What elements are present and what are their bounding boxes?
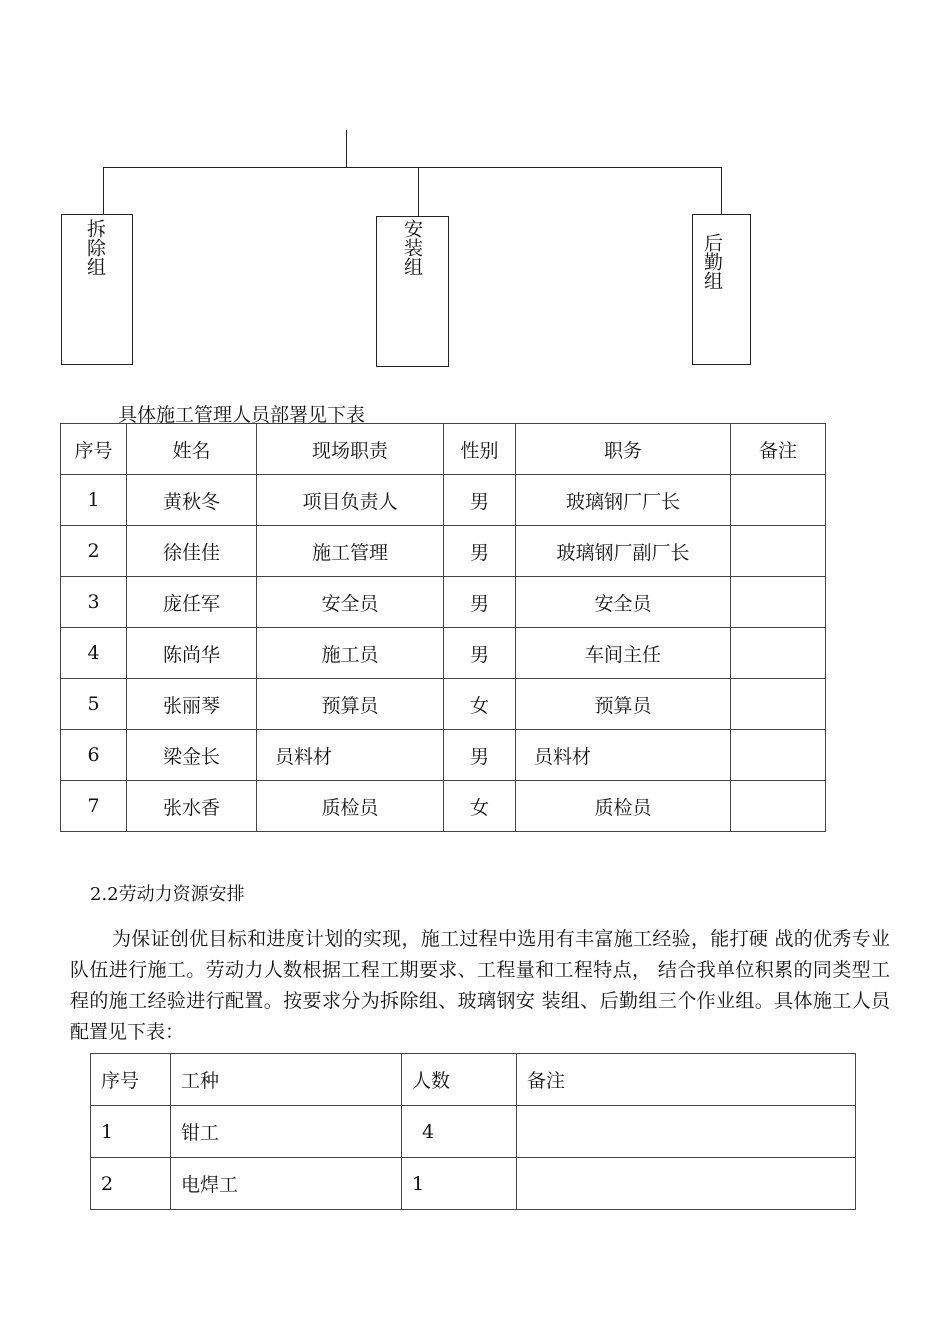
- org-box-logistics: [692, 214, 751, 365]
- section-heading: 2.2劳动力资源安排: [90, 884, 245, 905]
- table-header-row: [91, 1054, 856, 1106]
- header-cell: 性别: [444, 424, 516, 475]
- table-cell: 张水香: [127, 781, 257, 832]
- table-cell: 2: [61, 526, 127, 577]
- header-cell: 序号: [91, 1054, 171, 1106]
- table-cell: 安全员: [516, 577, 731, 628]
- table-row: [61, 475, 826, 526]
- table-cell: 1: [402, 1158, 517, 1210]
- org-box-demolition: [61, 214, 133, 365]
- table-row: [61, 781, 826, 832]
- table-row: [61, 628, 826, 679]
- staff-table-caption: 具体施工管理人员部署见下表: [118, 404, 366, 426]
- table-cell: 员料材: [257, 730, 444, 781]
- table-cell: 7: [61, 781, 127, 832]
- table-cell: [731, 577, 826, 628]
- chart-branch-line-2: [418, 167, 419, 216]
- labor-table: [90, 1053, 856, 1210]
- table-cell: 黄秋冬: [127, 475, 257, 526]
- table-cell: 质检员: [257, 781, 444, 832]
- table-row: [61, 577, 826, 628]
- table-cell: 施工管理: [257, 526, 444, 577]
- table-cell: 3: [61, 577, 127, 628]
- table-cell: [731, 475, 826, 526]
- org-box-installation: [376, 216, 449, 367]
- header-cell: 姓名: [127, 424, 257, 475]
- table-cell: 徐佳佳: [127, 526, 257, 577]
- table-cell: 车间主任: [516, 628, 731, 679]
- org-box-label: 拆除组: [84, 219, 106, 276]
- table-cell: 男: [444, 730, 516, 781]
- table-cell: 1: [61, 475, 127, 526]
- chart-branch-line-1: [103, 167, 104, 215]
- header-cell: 职务: [516, 424, 731, 475]
- table-cell: 玻璃钢厂厂长: [516, 475, 731, 526]
- table-cell: 1: [91, 1106, 171, 1158]
- table-cell: 电焊工: [171, 1158, 402, 1210]
- table-cell: 庞任军: [127, 577, 257, 628]
- table-cell: [731, 730, 826, 781]
- table-cell: [731, 628, 826, 679]
- header-cell: 序号: [61, 424, 127, 475]
- table-cell: 5: [61, 679, 127, 730]
- table-cell: 女: [444, 781, 516, 832]
- table-row: [91, 1106, 856, 1158]
- org-box-label: 安装组: [401, 219, 423, 276]
- header-cell: 工种: [171, 1054, 402, 1106]
- table-cell: 男: [444, 526, 516, 577]
- table-cell: 张丽琴: [127, 679, 257, 730]
- table-cell: 男: [444, 475, 516, 526]
- table-cell: 女: [444, 679, 516, 730]
- table-cell: 6: [61, 730, 127, 781]
- header-cell: 人数: [402, 1054, 517, 1106]
- table-cell: [731, 679, 826, 730]
- chart-branch-line-3: [721, 167, 722, 215]
- table-cell: 4: [61, 628, 127, 679]
- table-header-row: [61, 424, 826, 475]
- table-cell: 施工员: [257, 628, 444, 679]
- table-row: [61, 679, 826, 730]
- chart-root-line: [346, 130, 347, 167]
- table-cell: 男: [444, 577, 516, 628]
- table-row: [91, 1158, 856, 1210]
- table-row: [61, 526, 826, 577]
- header-cell: 现场职责: [257, 424, 444, 475]
- table-cell: 男: [444, 628, 516, 679]
- table-cell: 项目负责人: [257, 475, 444, 526]
- table-cell: 陈尚华: [127, 628, 257, 679]
- table-cell: [731, 781, 826, 832]
- staff-table: [60, 423, 826, 832]
- header-cell: 备注: [517, 1054, 856, 1106]
- org-box-label: 后勤组: [701, 233, 723, 290]
- header-cell: 备注: [731, 424, 826, 475]
- table-cell: [517, 1158, 856, 1210]
- table-cell: [517, 1106, 856, 1158]
- table-cell: 安全员: [257, 577, 444, 628]
- table-cell: 梁金长: [127, 730, 257, 781]
- table-cell: 玻璃钢厂副厂长: [516, 526, 731, 577]
- table-cell: 预算员: [257, 679, 444, 730]
- table-cell: [731, 526, 826, 577]
- section-paragraph: 为保证创优目标和进度计划的实现，施工过程中选用有丰富施工经验，能打硬 战的优秀专业队伍进行施工。劳动力人数根据工程工期要求、工程量和工程特点， 结合我单位积累的同类型工程的施工经验进行配置。按要求分为拆除组、玻璃钢安 装组、后勤组三个作业组。具体施工人员配置见下表：: [70, 928, 890, 1043]
- table-cell: 员料材: [516, 730, 731, 781]
- table-cell: 预算员: [516, 679, 731, 730]
- table-cell: 钳工: [171, 1106, 402, 1158]
- table-row: [61, 730, 826, 781]
- table-cell: 4: [402, 1106, 517, 1158]
- chart-horizontal-line: [103, 167, 722, 168]
- table-cell: 2: [91, 1158, 171, 1210]
- table-cell: 质检员: [516, 781, 731, 832]
